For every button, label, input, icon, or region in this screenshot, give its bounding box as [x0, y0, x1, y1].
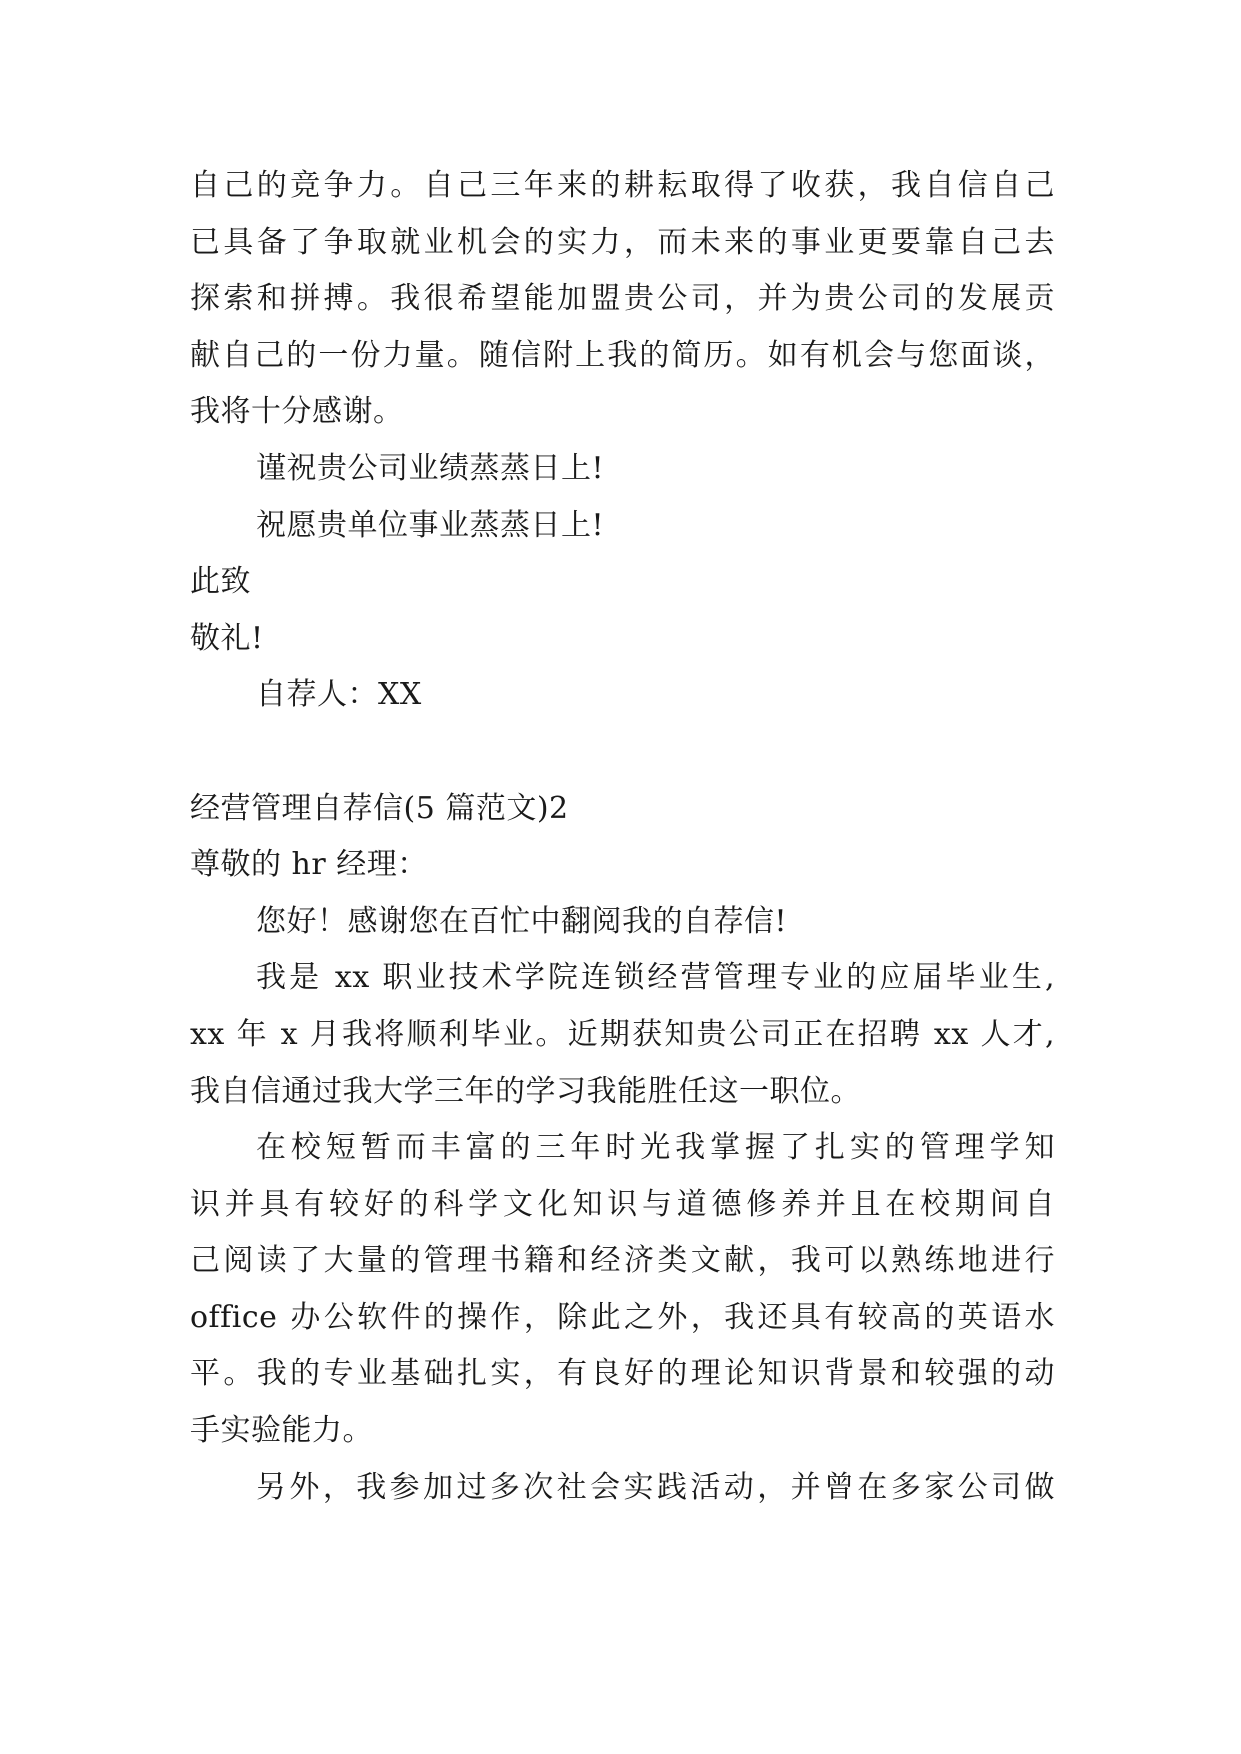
body-line: 识并具有较好的科学文化知识与道德修养并且在校期间自 [190, 1186, 1055, 1222]
closing-wish-2: 祝愿贵单位事业蒸蒸日上! [256, 507, 605, 543]
body-line: 自己的竞争力。自己三年来的耕耘取得了收获，我自信自己 [190, 168, 1055, 203]
section-title: 经营管理自荐信(5 篇范文)2 [190, 790, 569, 826]
body-line: 献自己的一份力量。随信附上我的简历。如有机会与您面谈， [190, 337, 1055, 373]
body-line: 我是 xx 职业技术学院连锁经营管理专业的应届毕业生, [256, 960, 1055, 996]
signature-line: 自荐人：XX [256, 677, 422, 713]
letter-greeting: 尊敬的 hr 经理： [190, 847, 428, 883]
body-line: 我自信通过我大学三年的学习我能胜任这一职位。 [190, 1073, 861, 1109]
salutation-regards: 敬礼! [190, 620, 264, 656]
body-line: 您好！感谢您在百忙中翻阅我的自荐信! [256, 903, 788, 939]
body-line: 平。我的专业基础扎实，有良好的理论知识背景和较强的动 [190, 1356, 1055, 1392]
body-line: 另外，我参加过多次社会实践活动，并曾在多家公司做 [256, 1469, 1055, 1505]
closing-wish-1: 谨祝贵公司业绩蒸蒸日上! [256, 450, 605, 486]
body-line: office 办公软件的操作，除此之外，我还具有较高的英语水 [190, 1299, 1055, 1335]
body-line: 手实验能力。 [190, 1413, 373, 1449]
body-line: 探索和拼搏。我很希望能加盟贵公司，并为贵公司的发展贡 [190, 281, 1055, 317]
body-line: 己阅读了大量的管理书籍和经济类文献，我可以熟练地进行 [190, 1243, 1055, 1279]
body-line: xx 年 x 月我将顺利毕业。近期获知贵公司正在招聘 xx 人才, [190, 1016, 1055, 1052]
body-line: 已具备了争取就业机会的实力，而未来的事业更要靠自己去 [190, 224, 1055, 260]
document-body [190, 158, 1055, 1516]
salutation-closing: 此致 [190, 564, 251, 600]
section-gap [190, 724, 1055, 781]
body-line: 在校短暂而丰富的三年时光我掌握了扎实的管理学知 [256, 1130, 1055, 1166]
body-line: 我将十分感谢。 [190, 394, 404, 430]
